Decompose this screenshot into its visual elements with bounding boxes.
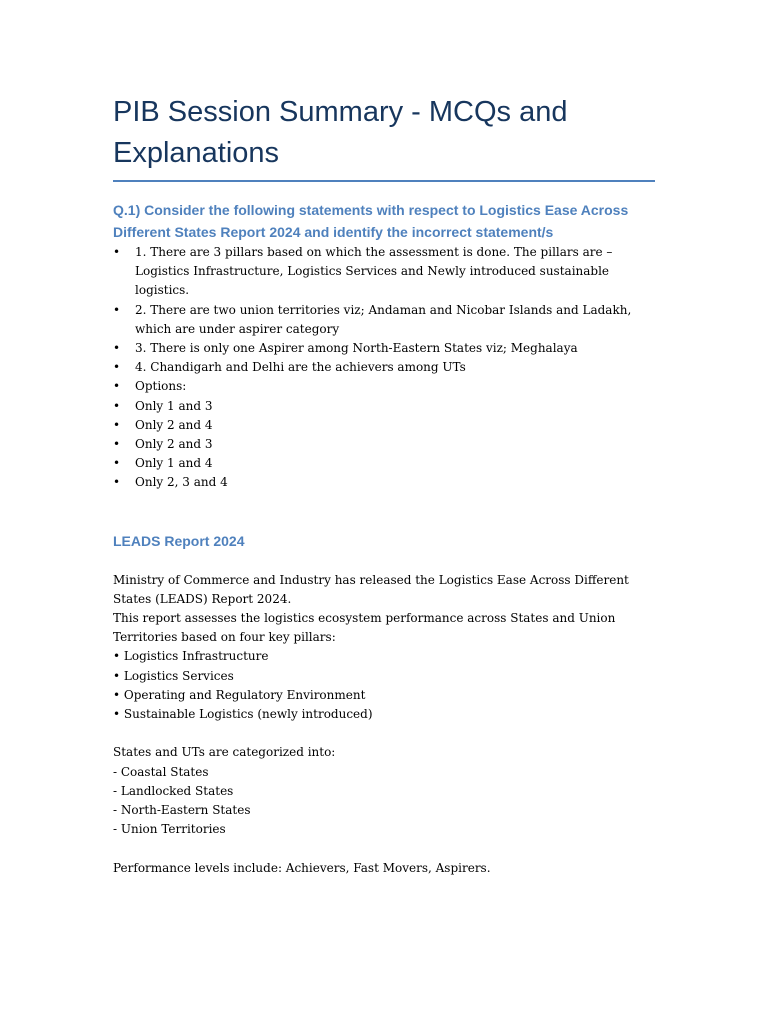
list-item	[113, 454, 655, 473]
option-a: Only 1 and 3	[135, 398, 213, 413]
statement-1: 1. There are 3 pillars based on which the assessment is done. The pillars are – Logistics Infrastructure, Logistics Services and Newly introduced sustainable logistics.	[135, 245, 613, 298]
list-item	[113, 377, 655, 396]
list-item	[113, 339, 655, 358]
category-line: - North-Eastern States	[113, 803, 251, 818]
statement-2: 2. There are two union territories viz; Andaman and Nicobar Islands and Ladakh, which are under aspirer category	[135, 302, 632, 336]
bullet-icon: •	[113, 360, 121, 375]
document-page	[113, 92, 655, 878]
list-item	[113, 358, 655, 377]
categories-intro: States and UTs are categorized into:	[113, 745, 336, 760]
question-list	[113, 243, 655, 493]
list-item	[113, 243, 655, 301]
bullet-icon: •	[113, 379, 121, 394]
bullet-icon: •	[113, 437, 121, 452]
pillar-line: • Sustainable Logistics (newly introduced)	[113, 707, 373, 722]
list-item	[113, 435, 655, 454]
options-label: Options:	[135, 379, 187, 394]
paragraph-spacer	[113, 724, 655, 743]
pillar-line: • Logistics Infrastructure	[113, 649, 269, 664]
list-item	[113, 301, 655, 339]
bullet-icon: •	[113, 398, 121, 413]
category-line: - Coastal States	[113, 764, 209, 779]
bullet-icon: •	[113, 341, 121, 356]
option-b: Only 2 and 4	[135, 417, 213, 432]
statement-4: 4. Chandigarh and Delhi are the achievers among UTs	[135, 360, 466, 375]
bullet-icon: •	[113, 417, 121, 432]
bullet-icon: •	[113, 245, 121, 259]
leads-intro-paragraph: Ministry of Commerce and Industry has released the Logistics Ease Across Different States (LEADS) Report 2024.	[113, 572, 629, 606]
bullet-icon: •	[113, 456, 121, 471]
option-c: Only 2 and 3	[135, 437, 213, 452]
document-title: PIB Session Summary - MCQs and Explanations	[113, 96, 568, 169]
bullet-icon: •	[113, 475, 121, 490]
leads-assessment-paragraph: This report assesses the logistics ecosystem performance across States and Union Territories based on four key pillars:	[113, 611, 616, 645]
question-heading: Q.1) Consider the following statements with respect to Logistics Ease Across Different States Report 2024 and identify the incorrect statement/s	[113, 202, 629, 240]
list-item	[113, 397, 655, 416]
pillar-line: • Operating and Regulatory Environment	[113, 687, 366, 702]
statement-3: 3. There is only one Aspirer among North-Eastern States viz; Meghalaya	[135, 341, 578, 356]
paragraph-spacer	[113, 839, 655, 858]
performance-levels: Performance levels include: Achievers, Fast Movers, Aspirers.	[113, 860, 491, 875]
pillar-line: • Logistics Services	[113, 668, 234, 683]
option-d: Only 1 and 4	[135, 456, 213, 471]
title-divider	[113, 180, 655, 182]
category-line: - Union Territories	[113, 822, 226, 837]
list-item	[113, 473, 655, 492]
category-line: - Landlocked States	[113, 783, 234, 798]
bullet-icon: •	[113, 302, 121, 317]
leads-heading: LEADS Report 2024	[113, 532, 245, 549]
option-e: Only 2, 3 and 4	[135, 475, 228, 490]
list-item	[113, 416, 655, 435]
